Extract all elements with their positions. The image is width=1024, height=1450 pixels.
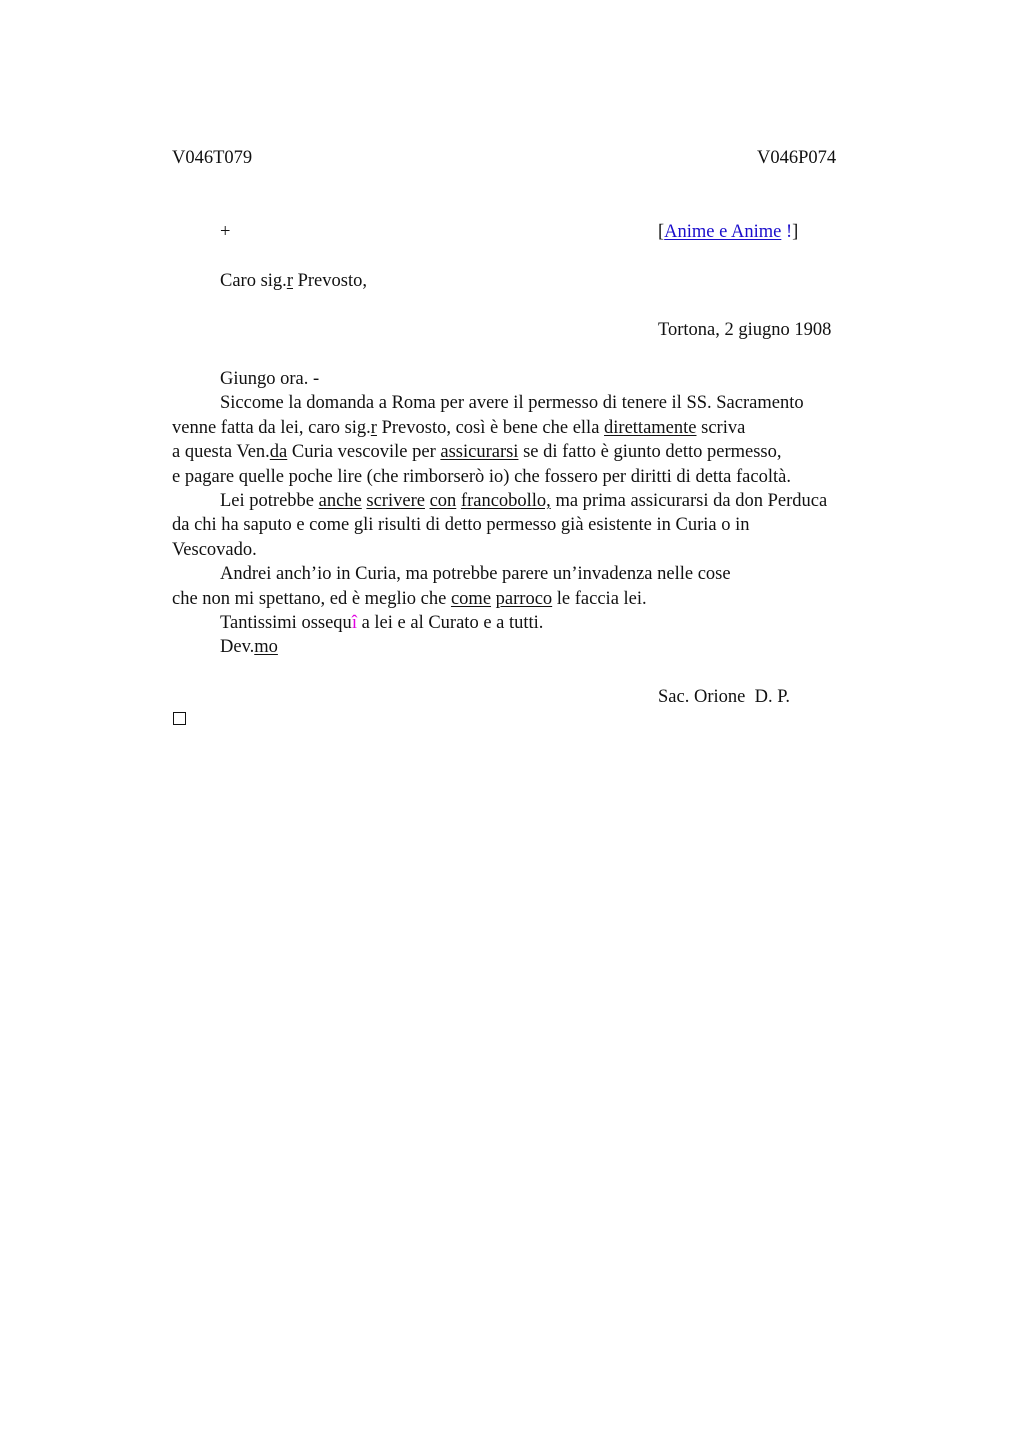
signature: Sac. Orione D. P. [658, 687, 791, 707]
body-line: Tantissimi ossequî a lei e al Curato e a tutti. [220, 613, 544, 634]
body-line: e pagare quelle poche lire (che rimborserò io) che fossero per diritti di detta facoltà. [172, 466, 791, 487]
document-code-left: V046T079 [172, 148, 253, 168]
anime-e-anime-link[interactable]: Anime e Anime [664, 222, 782, 242]
checkbox-square-icon [173, 712, 186, 725]
body-line: Giungo ora. - [220, 369, 320, 389]
body-line: da chi ha saputo e come gli risulti di detto permesso già esistente in Curia o in [172, 515, 750, 536]
salutation-abbr: r [286, 271, 293, 291]
body-line: Siccome la domanda a Roma per avere il permesso di tenere il SS. Sacramento [220, 393, 804, 414]
cross-mark: + [220, 222, 231, 242]
salutation [220, 269, 367, 293]
salutation-text-end: Prevosto, [292, 271, 367, 291]
body-line: che non mi spettano, ed è meglio che come parroco le faccia lei. [172, 588, 647, 609]
document-code-right: V046P074 [757, 148, 837, 168]
body-line: a questa Ven.da Curia vescovile per assicurarsi se di fatto è giunto detto permesso, [172, 442, 782, 463]
salutation-text: Caro sig. [220, 271, 287, 291]
letter-body [172, 367, 912, 660]
closing: Dev.mo [220, 637, 278, 658]
place-date: Tortona, 2 giugno 1908 [658, 320, 832, 340]
title-link-group [658, 220, 798, 244]
body-line: Vescovado. [172, 539, 257, 560]
exclamation-mark: ! [781, 222, 793, 242]
body-line: venne fatta da lei, caro sig.r Prevosto, così è bene che ella direttamente scriva [172, 417, 746, 438]
open-bracket: [ [658, 222, 665, 242]
body-line: Andrei anch’io in Curia, ma potrebbe parere un’invadenza nelle cose [220, 564, 731, 585]
close-bracket: ] [792, 222, 799, 242]
body-line: Lei potrebbe anche scrivere con francobollo, ma prima assicurarsi da don Perduca [220, 491, 828, 512]
